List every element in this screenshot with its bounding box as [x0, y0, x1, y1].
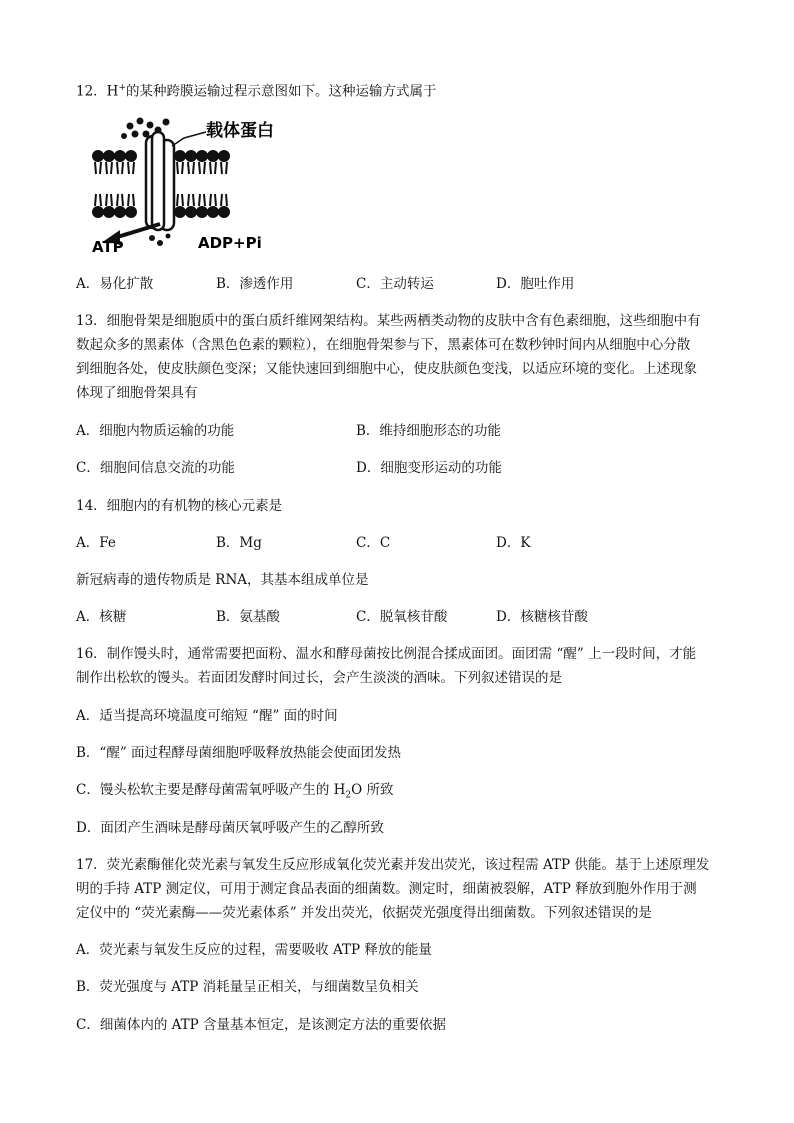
lipid-tail [199, 162, 205, 206]
q16-option-b: B．“醒” 面过程酵母菌细胞呼吸释放热能会使面团发热 [76, 745, 402, 761]
membrane-transport-figure [88, 112, 298, 258]
lipid-tail [188, 162, 194, 206]
q17-option-a: A．荧光素与氧发生反应的过程，需要吸收 ATP 释放的能量 [76, 942, 432, 958]
q16-stem-line-1: 16．制作馒头时，通常需要把面粉、温水和酵母菌按比例混合揉成面团。面团需 “醒” 上一段时间，才能 [76, 646, 697, 662]
q16-option-d: D．面团产生酒味是酵母菌厌氧呼吸产生的乙醇所致 [76, 820, 384, 836]
q14-option-c: C．C [356, 535, 391, 551]
lipid-head [208, 207, 219, 218]
q12-option-c: C．主动转运 [356, 276, 434, 292]
q13-option-a: A．细胞内物质运输的功能 [76, 423, 235, 439]
lipid-head [197, 207, 208, 218]
lipid-head [219, 207, 230, 218]
lipid-head [126, 151, 137, 162]
carrier-label: 载体蛋白 [206, 121, 274, 141]
lipid-head [93, 151, 104, 162]
lipid-head [186, 207, 197, 218]
q15-option-a: A．核糖 [76, 609, 127, 625]
q14-stem: 14．细胞内的有机物的核心元素是 [76, 498, 283, 514]
lipid-head [93, 207, 104, 218]
carrier-pointer [172, 132, 206, 146]
lipid-tail [210, 162, 216, 206]
lipid-head [115, 207, 126, 218]
lipid-head [104, 207, 115, 218]
q15-option-c: C．脱氧核苷酸 [356, 609, 448, 625]
lipid-head [219, 151, 230, 162]
q17-option-b: B．荧光强度与 ATP 消耗量呈正相关，与细菌数呈负相关 [76, 979, 419, 995]
lipid-head [126, 207, 137, 218]
q17-stem-line-3: 定仪中的 “荧光素酶——荧光素体系” 并发出荧光，依据荧光强度得出细菌数。下列叙述错误的是 [76, 905, 652, 921]
q15-option-b: B．氨基酸 [216, 609, 280, 625]
lipid-head [104, 151, 115, 162]
q16-option-c: C．馒头松软主要是酵母菌需氧呼吸产生的 $H_2O$ 所致 [76, 782, 394, 801]
lipid-tail [106, 162, 112, 206]
q14-option-a: A．Fe [76, 535, 116, 551]
q15-stem: 新冠病毒的遗传物质是 RNA，其基本组成单位是 [76, 572, 369, 588]
adp-label: ADP+Pi [198, 234, 262, 252]
q16-stem-line-2: 制作出松软的馒头。若面团发酵时间过长，会产生淡淡的酒味。下列叙述错误的是 [76, 670, 562, 686]
q13-stem-line-4: 体现了细胞骨架具有 [76, 385, 198, 401]
q14-option-d: D．K [496, 535, 531, 551]
lipid-tail [128, 162, 134, 206]
lipid-head [175, 207, 186, 218]
lipid-head [186, 151, 197, 162]
lipid-tail [177, 162, 183, 206]
lipid-tail [221, 162, 227, 206]
q17-option-c: C．细菌体内的 ATP 含量基本恒定，是该测定方法的重要依据 [76, 1017, 447, 1033]
q17-stem-line-2: 明的手持 ATP 测定仪，可用于测定食品表面的细菌数。测定时，细菌被裂解，ATP 释放到胞外作用于测 [76, 881, 697, 897]
q12-option-b: B．渗透作用 [216, 276, 294, 292]
q16-option-a: A．适当提高环境温度可缩短 “醒” 面的时间 [76, 708, 338, 724]
q17-stem-line-1: 17．荧光素酶催化荧光素与氧发生反应形成氧化荧光素并发出荧光，该过程需 ATP 供能。基于上述原理发 [76, 857, 710, 873]
q13-stem-line-3: 到细胞各处，使皮肤颜色变深；又能快速回到细胞中心，使皮肤颜色变浅，以适应环境的变化。上述现象 [76, 361, 697, 377]
lipid-head [197, 151, 208, 162]
carrier-protein [146, 132, 174, 230]
q13-option-c: C．细胞间信息交流的功能 [76, 460, 235, 476]
q14-option-b: B．Mg [216, 535, 262, 551]
q13-option-b: B．维持细胞形态的功能 [356, 423, 501, 439]
lipid-tail [117, 162, 123, 206]
lipid-tail [95, 162, 101, 206]
q15-option-d: D．核糖核苷酸 [496, 609, 588, 625]
q12-stem: 12．H+的某种跨膜运输过程示意图如下。这种运输方式属于 [76, 83, 437, 100]
q13-stem-line-1: 13．细胞骨架是细胞质中的蛋白质纤维网架结构。某些两栖类动物的皮肤中含有色素细胞，这些细胞中有 [76, 313, 701, 329]
q13-stem-line-2: 数起众多的黑素体（含黑色色素的颗粒），在细胞骨架参与下，黑素体可在数秒钟时间内从细胞中心分散 [76, 337, 691, 353]
q12-option-a: A．易化扩散 [76, 276, 154, 292]
q12-option-d: D．胞吐作用 [496, 276, 575, 292]
lipid-head [208, 151, 219, 162]
atp-label: ATP [92, 238, 124, 256]
lipid-head [175, 151, 186, 162]
lipid-head [115, 151, 126, 162]
q13-option-d: D．细胞变形运动的功能 [356, 460, 502, 476]
